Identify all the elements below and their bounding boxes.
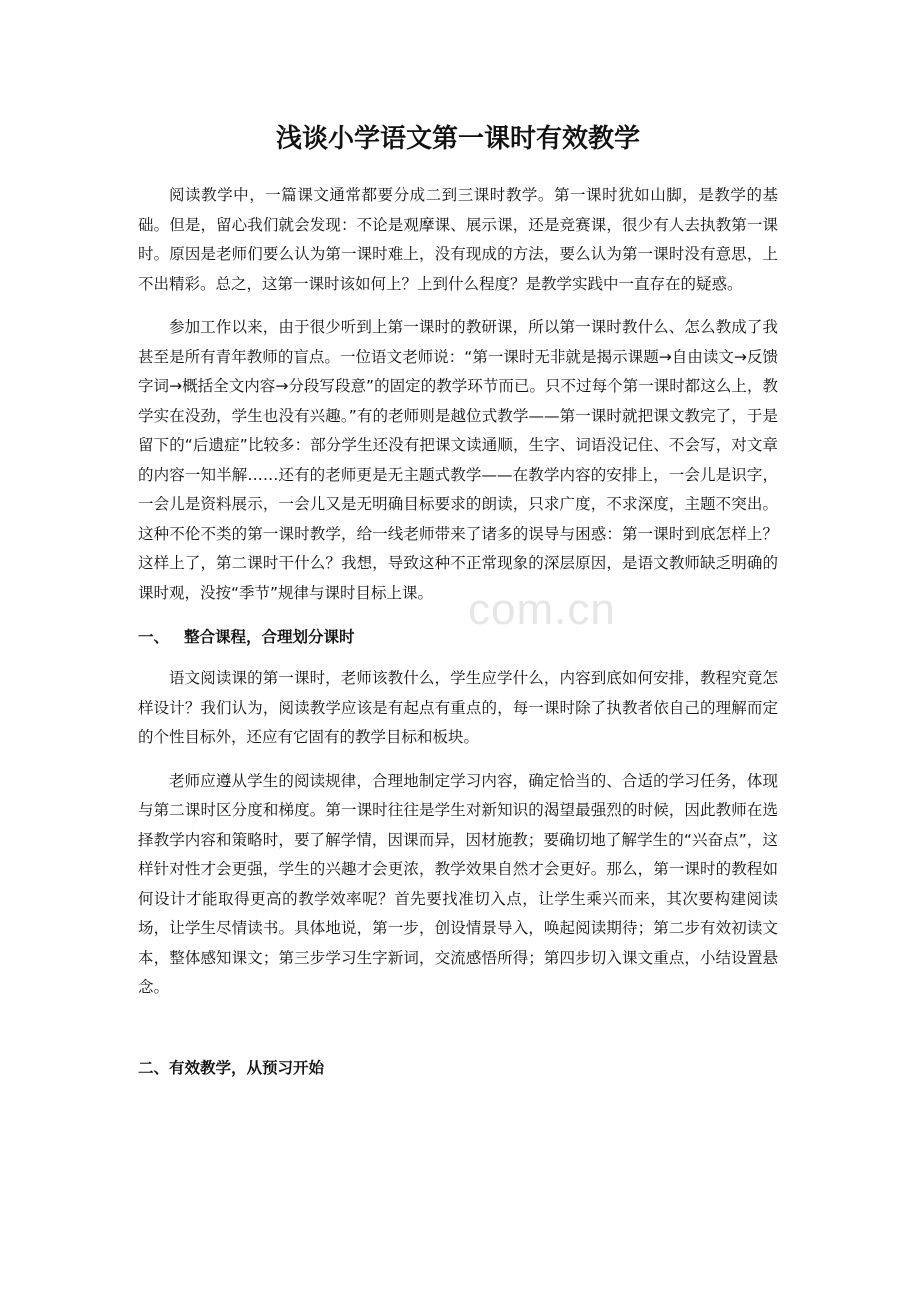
document-title: 浅谈小学语文第一课时有效教学 (275, 124, 640, 154)
section-1-number: 一、 (138, 628, 170, 646)
watermark: com.cn (468, 585, 616, 634)
section-1-heading (138, 622, 778, 652)
section-1-title: 整合课程，合理划分课时 (184, 628, 355, 646)
section-2-heading: 二、有效教学，从预习开始 (138, 1058, 325, 1077)
section-1-paragraph-2: 老师应遵从学生的阅读规律，合理地制定学习内容，确定恰当的、合适的学习任务，体现与第二课时区分度和梯度。第一课时往往是学生对新知识的渴望最强烈的时候，因此教师在选择教学内容和策略时，要了解学情，因课而异，因材施教；要确切地了解学生的“兴奋点”，这样针对性才会更强，学生的兴趣才会更浓，教学效果自然才会更好。那么，第一课时的教程如何设计才能取得更高的教学效率呢？首先要找准切入点，让学生乘兴而来，其次要构建阅读场，让学生尽情读书。具体地说，第一步，创设情景导入，唤起阅读期待；第二步有效初读文本，整体感知课文；第三步学习生字新词，交流感悟所得；第四步切入课文重点，小结设置悬念。 (138, 771, 778, 996)
intro-paragraph-1: 阅读教学中，一篇课文通常都要分成二到三课时教学。第一课时犹如山脚，是教学的基础。但是，留心我们就会发现：不论是观摩课、展示课，还是竞赛课，很少有人去执教第一课时。原因是老师们要么认为第一课时难上，没有现成的方法，要么认为第一课时没有意思，上不出精彩。总之，这第一课时该如何上？上到什么程度？是教学实践中一直存在的疑惑。 (138, 186, 778, 293)
intro-paragraph-2: 参加工作以来，由于很少听到上第一课时的教研课，所以第一课时教什么、怎么教成了我甚至是所有青年教师的盲点。一位语文老师说：“第一课时无非就是揭示课题→自由读文→反馈字词→概括全文内容→分段写段意”的固定的教学环节而已。只不过每个第一课时都这么上，教学实在没劲，学生也没有兴趣。”有的老师则是越位式教学——第一课时就把课文教完了，于是留下的“后遗症”比较多：部分学生还没有把课文读通顺，生字、词语没记住、不会写，对文章的内容一知半解……还有的老师更是无主题式教学——在教学内容的安排上，一会儿是识字，一会儿是资料展示，一会儿又是无明确目标要求的朗读，只求广度，不求深度，主题不突出。这种不伦不类的第一课时教学，给一线老师带来了诸多的误导与困惑：第一课时到底怎样上？这样上了，第二课时干什么？我想，导致这种不正常现象的深层原因，是语文教师缺乏明确的课时观，没按“季节”规律与课时目标上课。 (138, 318, 778, 602)
section-1-paragraph-1: 语文阅读课的第一课时，老师该教什么，学生应学什么，内容到底如何安排，教程究竟怎样设计？我们认为，阅读教学应该是有起点有重点的，每一课时除了执教者依自己的理解而定的个性目标外，还应有它固有的教学目标和板块。 (138, 669, 778, 746)
document-page (138, 118, 778, 1095)
